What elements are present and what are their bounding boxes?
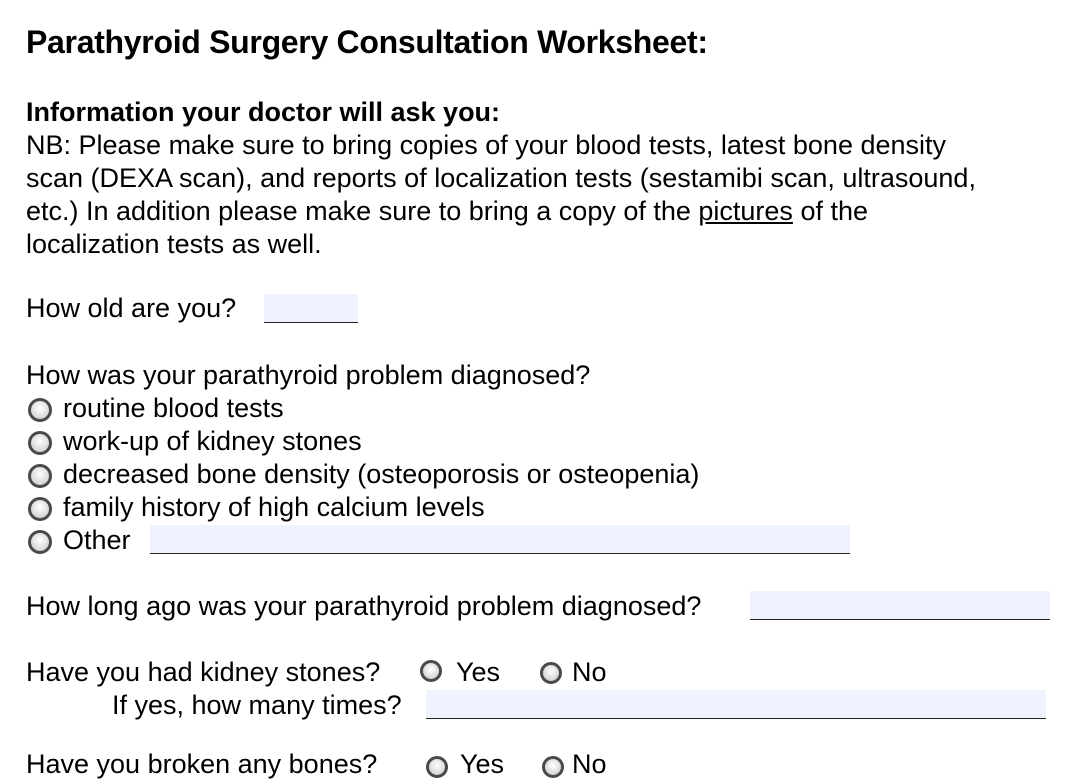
broken-bones-question: Have you broken any bones?: [26, 749, 378, 779]
nb-line-3: [26, 195, 868, 228]
radio-routine-blood-tests[interactable]: [28, 398, 52, 422]
radio-bones-no[interactable]: [542, 756, 564, 778]
radio-family-history[interactable]: [28, 497, 52, 521]
radio-bones-yes[interactable]: [426, 756, 448, 778]
radio-kidney-yes[interactable]: [420, 660, 442, 682]
kidney-yes-label: Yes: [456, 657, 501, 687]
option-bone-density: decreased bone density (osteoporosis or osteopenia): [63, 459, 700, 489]
bones-no-label: No: [572, 749, 607, 779]
nb-line-4: localization tests as well.: [26, 229, 322, 259]
age-question: How old are you?: [26, 293, 237, 323]
option-kidney-stones: work-up of kidney stones: [63, 426, 362, 456]
radio-kidney-no[interactable]: [540, 662, 562, 684]
nb-line-1: NB: Please make sure to bring copies of your blood tests, latest bone density: [26, 130, 947, 160]
kidney-times-input[interactable]: [426, 690, 1046, 719]
pictures-underlined-text: pictures: [698, 196, 793, 226]
radio-bone-density[interactable]: [28, 464, 52, 488]
diagnosis-question: How was your parathyroid problem diagnosed?: [26, 360, 591, 390]
kidney-followup-question: If yes, how many times?: [112, 690, 402, 720]
nb-line-3-text: etc.) In addition please make sure to bring a copy of the: [26, 196, 699, 226]
age-input[interactable]: [264, 294, 358, 323]
how-long-input[interactable]: [750, 591, 1050, 620]
other-input[interactable]: [150, 525, 850, 554]
kidney-no-label: No: [572, 657, 607, 687]
nb-line-2: scan (DEXA scan), and reports of localization tests (sestamibi scan, ultrasound,: [26, 163, 976, 193]
bones-yes-label: Yes: [460, 749, 505, 779]
option-routine-blood-tests: routine blood tests: [63, 393, 284, 423]
option-other: Other: [63, 525, 131, 555]
kidney-stones-question: Have you had kidney stones?: [26, 657, 381, 687]
radio-kidney-stones[interactable]: [28, 431, 52, 455]
info-heading: Information your doctor will ask you:: [26, 97, 501, 127]
option-family-history: family history of high calcium levels: [63, 492, 485, 522]
nb-line-3-tail: of the: [792, 196, 868, 226]
page-title: Parathyroid Surgery Consultation Worksheet:: [26, 24, 708, 60]
how-long-question: How long ago was your parathyroid problem diagnosed?: [26, 591, 702, 621]
radio-other[interactable]: [28, 530, 52, 554]
